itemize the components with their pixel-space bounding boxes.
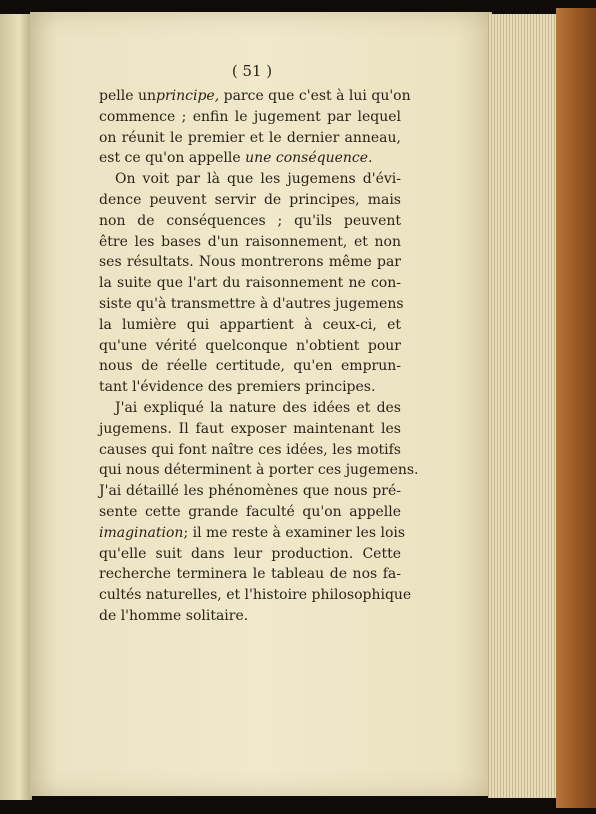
text-line: on réunit le premier et le dernier anneau, — [99, 129, 401, 146]
italic-term: principe, — [155, 88, 220, 104]
text-line: nous de réelle certitude, qu'en emprun- — [99, 358, 401, 375]
italic-term: une conséquence. — [245, 150, 373, 167]
text-line: recherche terminera le tableau de nos fa- — [99, 566, 401, 583]
text-line: causes qui font naître ces idées, les motifs — [99, 441, 401, 458]
text-line: qu'une vérité quelconque n'obtient pour — [99, 337, 401, 354]
text-line: qu'elle suit dans leur production. Cette — [99, 545, 401, 562]
text-line: commence ; enfin le jugement par lequel — [99, 108, 401, 125]
text-line: la suite que l'art du raisonnement ne con- — [99, 275, 401, 292]
text-line: pelle unprincipe, parce que c'est à lui qu'on — [99, 88, 411, 104]
text-line: imagination; il me reste à examiner les lois — [99, 524, 406, 541]
text-line: siste qu'à transmettre à d'autres jugemens — [99, 295, 404, 312]
text-line: qui nous déterminent à porter ces jugemens. — [99, 462, 419, 479]
body-text — [99, 86, 419, 627]
book-cover-edge — [556, 8, 596, 808]
text-line: non de conséquences ; qu'ils peuvent — [99, 212, 401, 229]
text-line: être les bases d'un raisonnement, et non — [99, 233, 401, 250]
text-line: dence peuvent servir de principes, mais — [99, 191, 401, 208]
text-line: J'ai détaillé les phénomènes que nous pré- — [99, 483, 401, 500]
paragraph — [99, 86, 411, 169]
text-line: On voit par là que les jugemens d'évi- — [115, 171, 401, 188]
text-line: tant l'évidence des premiers principes. — [99, 379, 376, 396]
text-line: jugemens. Il faut exposer maintenant les — [99, 420, 401, 437]
text-line: cultés naturelles, et l'histoire philosophique — [99, 587, 412, 604]
left-page-edge — [0, 14, 32, 800]
page-number: ( 51 ) — [231, 62, 273, 80]
text-line: J'ai expliqué la nature des idées et des — [115, 399, 401, 416]
text-line: sente cette grande faculté qu'on appelle — [99, 503, 401, 520]
text-line: ses résultats. Nous montrerons même par — [99, 254, 401, 271]
paragraph — [99, 169, 404, 398]
text-line: est ce qu'on appelle une conséquence. — [99, 150, 373, 167]
page-block-edge — [488, 14, 563, 798]
paragraph — [99, 398, 419, 627]
italic-term: imagination — [99, 524, 184, 541]
text-line: la lumière qui appartient à ceux-ci, et — [99, 316, 401, 333]
text-line: de l'homme solitaire. — [99, 607, 249, 624]
